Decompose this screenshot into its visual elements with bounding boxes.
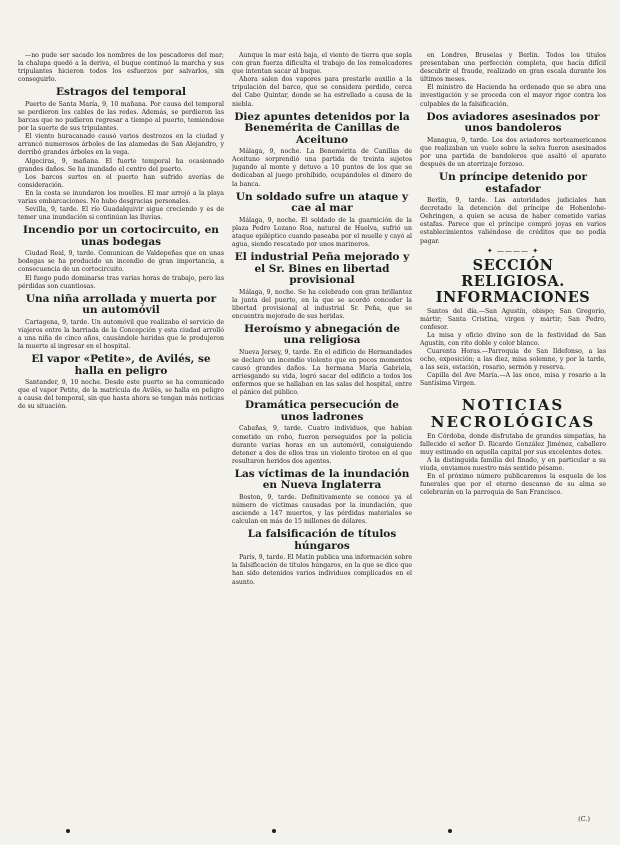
column-2 [232, 52, 412, 815]
headline-heroismo: Heroísmo y abnegación de una religiosa [244, 322, 400, 347]
article-text: Capilla del Ave María.—A las once, misa y rosario a la Santísima Virgen. [420, 372, 606, 388]
article-text: en Londres, Bruselas y Berlín. Todos los títulos presentaban una perfección completa, que hacía difícil descubrir el fraude, realizado en gran escala durante los últimos meses. [420, 52, 606, 84]
article-text: En Córdoba, donde disfrutaba de grandes simpatías, ha fallecido el señor D. Ricardo González Jiménez, caballero muy estimado en aquella capital por sus excelentes dotes. [420, 432, 606, 456]
headline-estragos: Estragos del temporal [56, 86, 186, 99]
article-text: Aunque la mar está baja, el viento de tierra que sopla con gran fuerza dificulta el trabajo de los remolcadores que intentan sacar al buque. [232, 52, 412, 76]
article-text: París, 9, tarde. El Matín publica una información sobre la falsificación de títulos húngaros, en la que se dice que han sido detenidos varios individuos complicados en el asunto. [232, 554, 412, 586]
article-text: Málaga, 9, noche. Se ha celebrado con gran brillantez la junta del puerto, en la que se acordó conceder la libertad provisional al industrial Sr. Peña, que se encuentra mejorado de sus heridas. [232, 288, 412, 320]
article-text: El fuego pudo dominarse tras varias horas de trabajo, pero las pérdidas son cuantiosas. [18, 274, 224, 290]
article-text: En el próximo número publicaremos la esquela de los funerales que por el eterno descanso de su alma se celebrarán en la parroquia de San Francisco. [420, 473, 606, 497]
headline-industrial: El industrial Peña mejorado y el Sr. Bines en libertad provisional [234, 251, 410, 286]
article-text: Puerto de Santa María, 9, 10 mañana. Por causa del temporal se perdieron los cables de las redes. Además, se perdieron las barcas que no pudieron regresar a tiempo al puerto, temiéndose por la suerte de sus tripulantes. [18, 100, 224, 133]
headline-soldado: Un soldado sufre un ataque y cae al mar [235, 190, 409, 215]
headline-seccion-religiosa: SECCIÓN RELIGIOSA. INFORMACIONES [435, 256, 591, 306]
article-text: Managua, 9, tarde. Los dos aviadores norteamericanos que realizaban un vuelo sobre la selva fueron asesinados por una partida de bandoleros que asaltó el aparato después de un aterrizaje forzoso. [420, 136, 606, 168]
headline-vapor: El vapor «Petite», de Avilés, se halla en peligro [31, 353, 211, 377]
headline-principe: Un príncipe detenido por estafador [438, 171, 588, 195]
article-text: El viento huracanado causó varios destrozos en la ciudad y arrancó numerosos árboles de las alamedas de San Alejandro, y derribó grandes árboles en la vega. [18, 133, 224, 157]
article-text: Ciudad Real, 9, tarde. Comunican de Valdepeñas que en unas bodegas se ha producido un incendio de gran importancia, a consecuencia de un cortocircuito. [18, 250, 224, 274]
headline-dramatica: Dramática persecución de unos ladrones [245, 399, 399, 423]
article-text: Cabañas, 9, tarde. Cuatro individuos, que habían cometido un robo, fueron perseguidos por la policía durante varias horas en un automóvil, consiguiendo detener a dos de ellos tras un violento tiroteo en el que resultaron heridos dos agentes. [232, 425, 412, 465]
article-text: Santander, 9, 10 noche. Desde este puerto se ha comunicado que el vapor Petite, de la matrícula de Avilés, se halla en peligro a causa del temporal, sin que hasta ahora se tengan más noticias de su situación. [18, 379, 224, 411]
print-mark [448, 829, 452, 833]
article-text: Málaga, 9, noche. El soldado de la guarnición de la plaza Pedro Lozano Roa, natural de Huelva, sufrió un ataque epiléptico cuando paseaba por el muelle y cayó al agua, siendo rescatado por unos marineros. [232, 216, 412, 248]
signature-mark: (C.) [578, 815, 590, 823]
article-text: —no pude ser sacado los nombres de los pescadores del mar; la chalupa quedó a la deriva, el buque continuó la marcha y sus tripulantes hicieron todos los esfuerzos por salvarlos, sin conseguirlo. [18, 52, 224, 84]
article-text: El ministro de Hacienda ha ordenado que se abra una investigación y se proceda con el mayor rigor contra los culpables de la falsificación. [420, 84, 606, 108]
headline-diez: Diez apuntes detenidos por la Benemérita de Canillas de Aceituno [234, 110, 410, 146]
headline-nina: Una niña arrollada y muerta por un automóvil [25, 292, 217, 317]
article-text: Algeciras, 9, mañana. El fuerte temporal ha ocasionado grandes daños. Se ha inundado el centro del puerto. [18, 157, 224, 173]
column-1 [18, 52, 224, 815]
article-text: La misa y oficio divino son de la festividad de San Agustín, con rito doble y color blanco. [420, 331, 606, 347]
article-text: Santos del día.—San Agustín, obispo; San Gregorio, mártir; Santa Cristina, virgen y mártir; San Pedro, confesor. [420, 307, 606, 331]
article-text: Málaga, 9, noche. La Benemérita de Canillas de Aceituno sorprendió una partida de treinta sujetos jugando al monte y detuvo a 10 puntos de los que se dedicaban al juego prohibido, ocupándoles el dinero de la banca. [232, 148, 412, 188]
article-text: Cuarenta Horas.—Parroquia de San Ildefonso, a las ocho, exposición; a las diez, misa solemne, y por la tarde, a las seis, estación, rosario, sermón y reserva. [420, 348, 606, 372]
article-text: Sevilla, 9, tarde. El río Guadalquivir sigue creciendo y es de temer una inundación si continúan las lluvias. [18, 206, 224, 222]
article-text: En la costa se inundaron los muelles. El mar arrojó a la playa varias embarcaciones. No hubo desgracias personales. [18, 189, 224, 205]
column-3 [420, 52, 606, 815]
article-text: Boston, 9, tarde. Definitivamente se conoce ya el número de víctimas causadas por la inundación, que asciende a 147 muertos, y las pérdidas materiales se calculan en más de 15 millones de dólares. [232, 493, 412, 526]
article-text: Nueva Jersey, 9, tarde. En el edificio de Hermandades se declaró un incendio violento que en pocos momentos causó grandes daños. La hermana María Gabriela, arriesgando su vida, logró sacar del edificio a todos los enfermos que se hallaban en las salas del hospital, entre el pánico del público. [232, 348, 412, 397]
article-text: Cartagena, 9, tarde. Un automóvil que realizaba el servicio de viajeros entre la barriada de la Concepción y esta ciudad arrolló a una niña de cinco años, causándole heridas que le produjeron la muerte al ingresar en el hospital. [18, 318, 224, 351]
headline-falsificador: La falsificación de títulos húngaros [247, 528, 397, 552]
article-text: Berlín, 9, tarde. Las autoridades judiciales han decretado la detención del príncipe de Hohenlohe-Oehringen, a quien se acusa de haber cometido varias estafas. Parece que el príncipe compró joyas en varios establecimientos valiéndose de créditos que no podía pagar. [420, 197, 606, 245]
ornament-divider: ✦ ———— ✦ [486, 246, 540, 255]
print-mark [272, 829, 276, 833]
headline-incendio: Incendio por un cortocircuito, en unas bodegas [23, 224, 219, 248]
article-text: Ahora salen dos vapores para prestarle auxilio a la tripulación del barco, que se considera perdido, cerca del Cabo Quintar, donde se ha estrellado a causa de la niebla. [232, 76, 412, 108]
headline-aviadores: Dos aviadores asesinados por unos bandoleros [426, 110, 600, 135]
headline-noticias-necrologicas: NOTICIAS NECROLÓGICAS [430, 395, 596, 431]
headline-victimas: Las víctimas de la inundación en Nueva Inglaterra [234, 467, 410, 492]
print-mark [66, 829, 70, 833]
article-text: Los barcos surtos en el puerto han sufrido averías de consideración. [18, 173, 224, 189]
article-text: A la distinguida familia del finado, y en particular a su viuda, enviamos nuestro más sentido pésame. [420, 456, 606, 472]
